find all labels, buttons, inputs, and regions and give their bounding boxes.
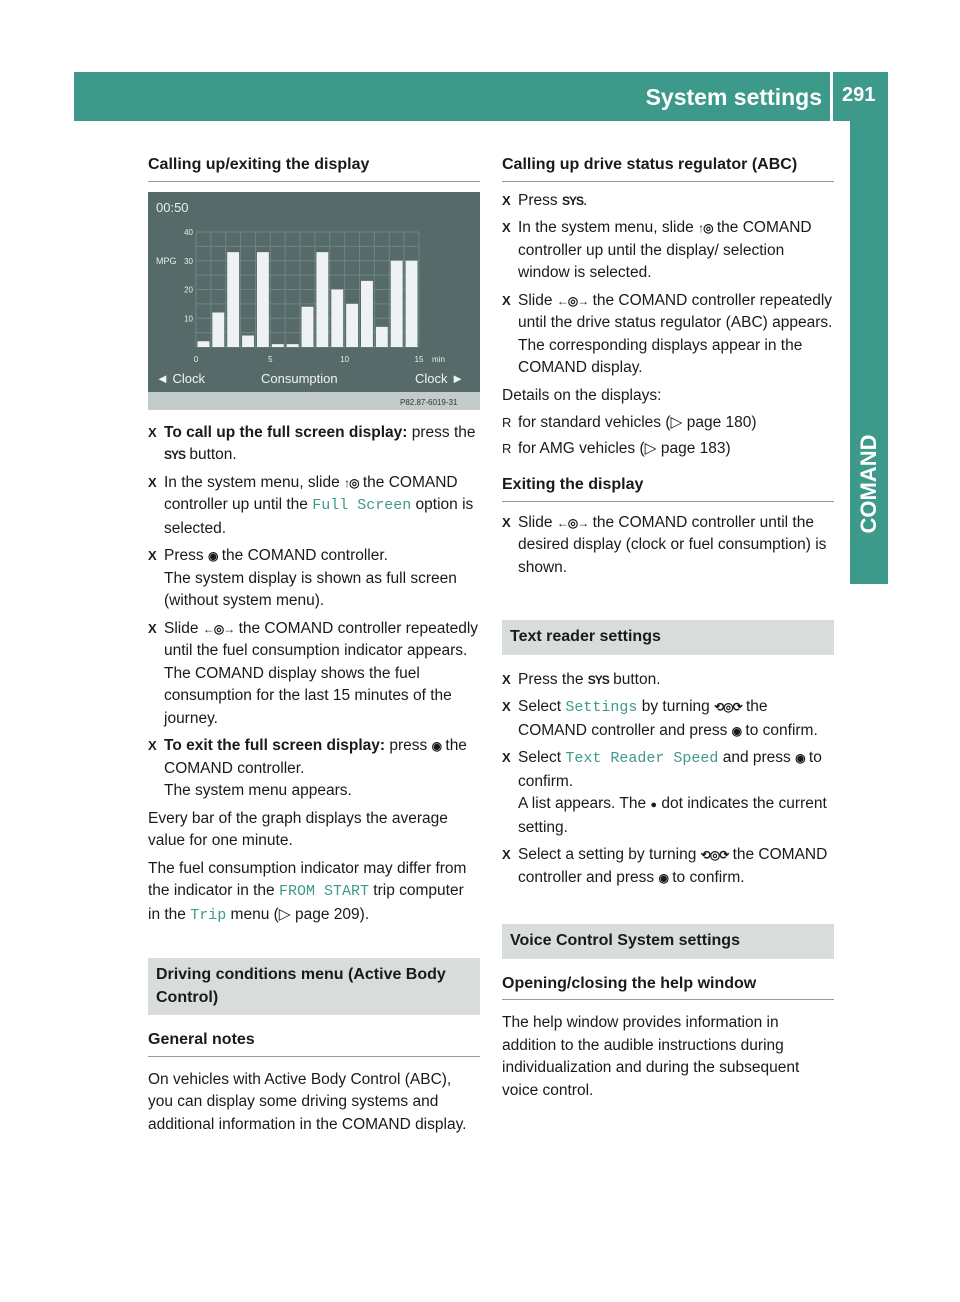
- step-text: the COMAND controller.: [217, 547, 388, 564]
- paragraph-abc-notes: On vehicles with Active Body Control (ABC), you can display some driving systems and additional information in the COMAND display.: [148, 1070, 467, 1133]
- step-text: Slide: [164, 619, 203, 637]
- consumption-bar: [272, 344, 284, 347]
- step-text: the COMAND controller until the desired display (clock or fuel consumption) is shown.: [518, 513, 827, 576]
- step-text: the COMAND controller repeatedly until the drive status regulator (ABC) appears.: [518, 291, 833, 331]
- step-slide-up: [148, 472, 480, 541]
- x-tick-label: 10: [340, 354, 350, 364]
- right-column: [502, 154, 834, 1107]
- step-text: Press: [164, 547, 208, 564]
- step-text: Select a setting by turning: [518, 846, 701, 863]
- step-select-settings: [502, 696, 834, 742]
- step-marker: X: [148, 424, 157, 440]
- consumption-bar: [361, 280, 373, 346]
- step-text: to confirm.: [667, 868, 745, 886]
- step-select-text-reader-speed: [502, 747, 834, 839]
- bullet-marker: R: [502, 440, 512, 456]
- nav-right-clock: Clock ►: [415, 370, 464, 386]
- side-tab-label: COMAND: [856, 434, 881, 534]
- step-text: In the system menu, slide: [164, 473, 345, 491]
- heading-help-window: Opening/closing the help window: [502, 973, 834, 1001]
- page-header-title: System settings: [645, 84, 822, 110]
- consumption-bar: [316, 252, 328, 347]
- step-label: To exit the full screen display:: [164, 737, 386, 754]
- consumption-bar: [242, 335, 254, 347]
- step-text: Slide: [518, 513, 557, 531]
- y-tick-label: 30: [184, 256, 193, 266]
- x-tick-label: 15: [414, 354, 424, 364]
- step-marker: X: [502, 220, 511, 235]
- step-text: button.: [608, 670, 661, 688]
- step-marker: X: [502, 514, 511, 530]
- step-result: The corresponding displays appear in the COMAND display.: [518, 336, 803, 376]
- step-call-full-screen: [148, 422, 480, 467]
- paragraph-help-window: The help window provides information in addition to the audible instructions during individualization and during the subsequent voice control.: [502, 1014, 800, 1099]
- paragraph-indicator-differ: [148, 858, 480, 928]
- press-icon: ◉: [431, 739, 442, 753]
- bullet-text: for AMG vehicles (▷ page 183): [518, 439, 731, 457]
- menu-option-trip: Trip: [190, 906, 227, 924]
- y-tick-label: 40: [184, 227, 193, 237]
- fuel-consumption-figure: [148, 192, 480, 410]
- step-text: and press: [718, 749, 796, 766]
- side-tab: [850, 384, 888, 584]
- left-column: [148, 154, 480, 1141]
- bullet-standard-vehicles: [502, 412, 834, 435]
- turn-icon: ⟲◎⟳: [700, 848, 729, 862]
- header-separator: [830, 72, 833, 121]
- y-tick-label: 10: [184, 313, 193, 323]
- press-icon: ◉: [658, 870, 668, 885]
- bullet-amg-vehicles: [502, 438, 834, 461]
- heading-drive-status-regulator: Calling up drive status regulator (ABC): [502, 154, 834, 182]
- turn-icon: ⟲◎⟳: [714, 700, 742, 714]
- details-label: Details on the displays:: [502, 386, 662, 404]
- paragraph-bar-average: Every bar of the graph displays the average value for one minute.: [148, 809, 448, 849]
- step-text: to confirm.: [741, 721, 818, 739]
- consumption-bar: [212, 312, 224, 347]
- step-marker: X: [502, 192, 511, 208]
- step-text: Select: [518, 698, 566, 715]
- step-text: button.: [185, 446, 237, 463]
- nav-left-clock: ◄ Clock: [156, 370, 205, 386]
- para-text: menu (▷ page 209).: [226, 905, 370, 923]
- menu-option-from-start: FROM START: [278, 883, 369, 900]
- step-slide-left-right: [148, 618, 480, 731]
- slide-left-right-icon: ←◎→: [556, 293, 589, 308]
- x-tick-label: 0: [193, 354, 199, 364]
- consumption-bar: [376, 326, 388, 346]
- step-text: by turning: [637, 698, 715, 715]
- bullet-marker: R: [502, 415, 512, 430]
- consumption-bar: [406, 260, 418, 346]
- menu-option-settings: Settings: [565, 699, 638, 716]
- step-press-sys: [502, 190, 834, 213]
- sys-button-icon: SYS: [587, 672, 609, 687]
- section-text-reader: Text reader settings: [502, 620, 834, 655]
- step-slide-left-right: [502, 290, 834, 380]
- step-result: A list appears. The: [518, 795, 651, 812]
- step-slide-up: [502, 217, 834, 285]
- step-result: The system display is shown as full screen (without system menu).: [164, 569, 457, 609]
- slide-up-icon: ↑◎: [698, 221, 713, 235]
- step-text: Press the: [518, 670, 588, 688]
- step-marker: X: [148, 548, 157, 563]
- sys-button-icon: SYS: [561, 193, 583, 208]
- step-marker: X: [502, 847, 511, 862]
- section-voice-control: Voice Control System settings: [502, 924, 834, 959]
- consumption-bar: [227, 252, 239, 347]
- step-press-sys: [502, 669, 834, 692]
- para-text: The fuel consumption indicator may differ from the indicator in the: [148, 859, 467, 899]
- step-marker: X: [502, 750, 511, 765]
- heading-general-notes: General notes: [148, 1029, 480, 1057]
- consumption-bar: [346, 303, 358, 346]
- step-select-setting: [502, 844, 834, 889]
- y-tick-label: 20: [184, 285, 193, 294]
- step-text: .: [582, 191, 588, 209]
- page-number: 291: [842, 84, 876, 106]
- consumption-chart: [148, 192, 480, 410]
- step-text: the COMAND controller.: [164, 737, 467, 777]
- step-result: The COMAND display shows the fuel consumption for the last 15 minutes of the journey.: [164, 664, 452, 727]
- consumption-bar: [391, 260, 403, 346]
- x-unit-label: min: [432, 354, 445, 364]
- step-result: The system menu appears.: [164, 782, 352, 799]
- x-tick-label: 5: [268, 354, 273, 364]
- unit-label: MPG: [156, 255, 177, 266]
- slide-left-right-icon: ←◎→: [202, 621, 235, 636]
- heading-calling-up-display: Calling up/exiting the display: [148, 154, 480, 182]
- step-text: Press: [518, 191, 562, 209]
- press-icon: ◉: [795, 751, 805, 765]
- slide-up-icon: ↑◎: [344, 475, 359, 490]
- consumption-bar: [257, 252, 269, 347]
- step-marker: X: [502, 671, 511, 687]
- step-result: dot indicates the current setting.: [518, 795, 827, 836]
- step-text: In the system menu, slide: [518, 219, 699, 236]
- step-marker: X: [148, 474, 157, 490]
- step-text: Slide: [518, 291, 557, 309]
- step-press: [148, 545, 480, 613]
- consumption-bar: [331, 289, 343, 347]
- menu-option-full-screen: Full Screen: [312, 497, 412, 514]
- step-text: press: [385, 737, 432, 754]
- step-exit-full-screen: [148, 735, 480, 803]
- step-text: the COMAND controller and press: [518, 698, 768, 739]
- step-label: To call up the full screen display:: [164, 423, 408, 441]
- heading-exiting-display: Exiting the display: [502, 474, 834, 502]
- figure-code: P82.87-6019-31: [400, 397, 458, 407]
- step-marker: X: [502, 292, 511, 308]
- step-text: press the: [407, 423, 476, 441]
- press-icon: ◉: [731, 723, 742, 738]
- step-text: option is selected.: [164, 496, 474, 537]
- dot-icon: ●: [650, 799, 658, 811]
- slide-left-right-icon: ←◎→: [556, 515, 589, 530]
- bullet-text: for standard vehicles (▷ page 180): [518, 414, 757, 431]
- nav-consumption: Consumption: [261, 370, 338, 386]
- section-driving-conditions: Driving conditions menu (Active Body Control): [148, 958, 480, 1015]
- step-text: the COMAND controller repeatedly until the fuel consumption indicator appears.: [164, 619, 479, 659]
- step-marker: X: [502, 699, 511, 714]
- step-exit-slide: [502, 512, 834, 580]
- step-text: the COMAND controller up until the display/ selection window is selected.: [518, 219, 812, 281]
- para-text: trip computer in the: [148, 882, 464, 923]
- step-text: the COMAND controller and press: [518, 846, 828, 886]
- menu-option-text-reader-speed: Text Reader Speed: [565, 750, 719, 767]
- consumption-bar: [197, 341, 209, 347]
- sys-button-icon: SYS: [164, 448, 186, 462]
- consumption-bar: [287, 344, 299, 347]
- step-text: the COMAND controller up until the: [164, 473, 458, 513]
- step-text: to confirm.: [518, 749, 822, 790]
- step-text: Select: [518, 749, 566, 766]
- press-icon: ◉: [207, 549, 218, 563]
- consumption-bar: [302, 306, 314, 346]
- step-marker: X: [148, 738, 157, 753]
- step-marker: X: [148, 620, 157, 636]
- clock-time: 00:50: [156, 199, 189, 215]
